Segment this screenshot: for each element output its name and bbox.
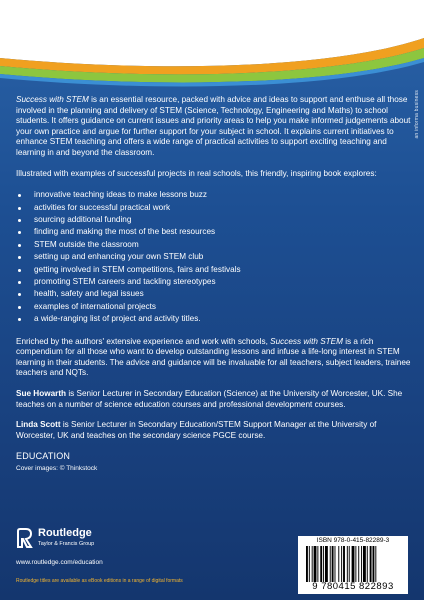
- list-item: innovative teaching ideas to make lessons buzz: [34, 189, 412, 201]
- header-swoosh: [0, 0, 424, 92]
- closing-paragraph: Enriched by the authors' extensive experience and work with schools, Success with STEM is a rich compendium for all those who want to develop outstanding lessons and infuse a life-long interest in STEM learning in their students. The advice and guidance will be invaluable for all teachers, subject leaders, trainee teachers and NQTs.: [16, 336, 411, 378]
- list-item: setting up and enhancing your own STEM club: [34, 251, 412, 263]
- isbn-label: ISBN 978-0-415-82289-3: [316, 537, 390, 544]
- publisher-group: Taylor & Francis Group: [38, 541, 95, 547]
- barcode-icon: [306, 546, 400, 582]
- author-name: Sue Howarth: [16, 389, 67, 398]
- list-item: finding and making the most of the best resources: [34, 226, 412, 238]
- blurb: [16, 95, 412, 475]
- routledge-logo-icon: [16, 527, 34, 549]
- list-item: a wide-ranging list of project and activity titles.: [34, 313, 412, 325]
- list-item: sourcing additional funding: [34, 214, 412, 226]
- list-item: activities for successful practical work: [34, 202, 412, 214]
- list-item: getting involved in STEM competitions, fairs and festivals: [34, 264, 412, 276]
- publisher-tagline: an informa business: [414, 90, 420, 139]
- publisher-name: Routledge: [38, 527, 92, 539]
- author-bio: Sue Howarth is Senior Lecturer in Secondary Education (Science) at the University of Worcester, UK. She teaches on a number of science education courses and professional development courses.: [16, 389, 403, 409]
- book-title: Success with STEM: [16, 95, 89, 104]
- list-item: health, safety and legal issues: [34, 288, 412, 300]
- list-item: promoting STEM careers and tackling stereotypes: [34, 276, 412, 288]
- ebook-note: Routledge titles are available as eBook editions in a range of digital formats: [16, 578, 183, 584]
- intro-paragraph: Success with STEM is an essential resource, packed with advice and ideas to support and enthuse all those involved in the planning and delivery of STEM (Science, Technology, Engineering and Maths) to school students. It offers guidance on current issues and priority areas to help you make informed judgements about your own practice and argue for further support for your subject in school. It explains current initiatives to enhance STEM teaching and offers a wide range of practical activities to support exciting teaching and learning in and beyond the classroom.: [16, 95, 411, 157]
- subject-category: EDUCATION: [16, 451, 71, 462]
- lead-in: Illustrated with examples of successful projects in real schools, this friendly, inspiring book explores:: [16, 168, 377, 178]
- topic-list: [16, 189, 412, 325]
- barcode-digits: 9 780415 822893: [312, 581, 394, 592]
- publisher-url: www.routledge.com/education: [16, 559, 103, 566]
- isbn-barcode-box: [298, 536, 408, 594]
- author-bio: Linda Scott is Senior Lecturer in Secondary Education/STEM Support Manager at the University of Worcester, UK and teaches on the secondary science PGCE course.: [16, 420, 377, 440]
- cover-credit: Cover images: © Thinkstock: [16, 464, 98, 472]
- list-item: STEM outside the classroom: [34, 239, 412, 251]
- author-name: Linda Scott: [16, 420, 61, 430]
- book-title: Success with STEM: [270, 336, 343, 346]
- list-item: examples of international projects: [34, 301, 412, 313]
